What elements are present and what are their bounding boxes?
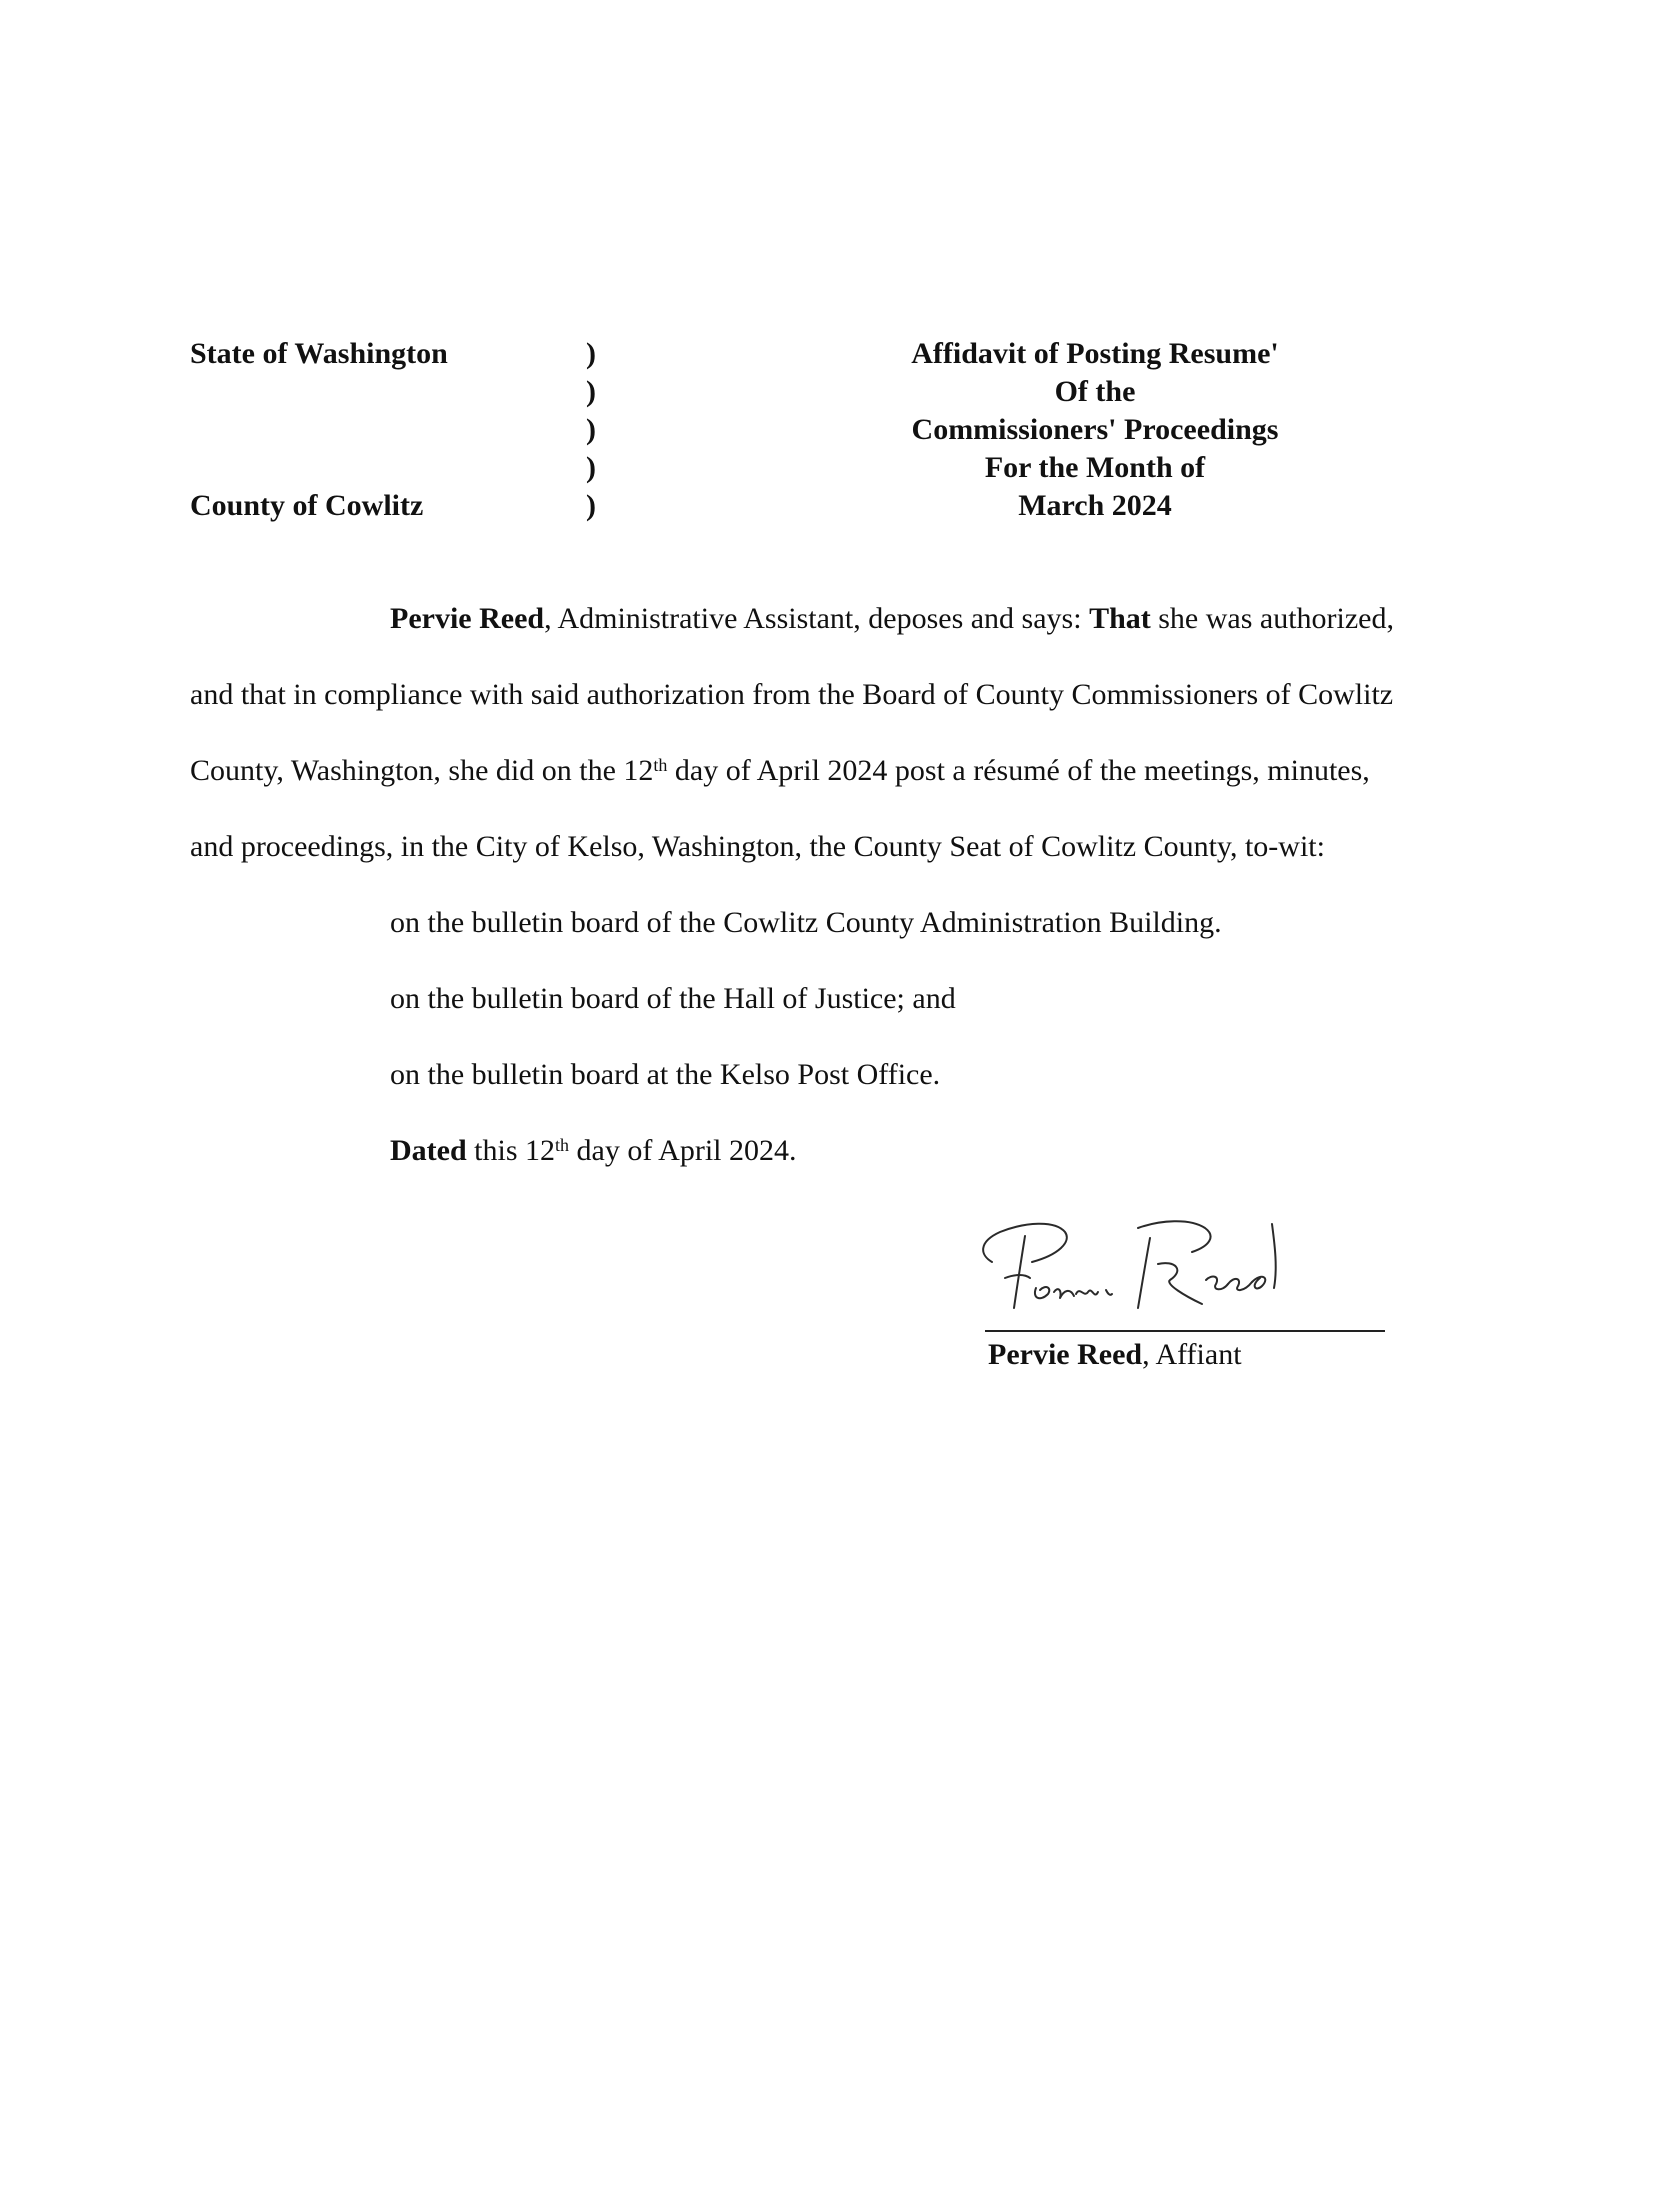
affidavit-title bbox=[830, 335, 1360, 525]
ordinal-suffix: th bbox=[653, 755, 668, 775]
dated-label: Dated bbox=[390, 1134, 467, 1167]
caption-paren: ) bbox=[586, 413, 596, 446]
affiant-name-bold: Pervie Reed bbox=[390, 602, 545, 635]
handwritten-signature bbox=[970, 1200, 1310, 1320]
ordinal-suffix: th bbox=[555, 1135, 570, 1155]
body-text-span: County, Washington, she did on the 12 bbox=[190, 754, 654, 787]
title-line: Commissioners' Proceedings bbox=[911, 413, 1279, 446]
caption-paren: ) bbox=[586, 451, 596, 484]
body-text-span: she was authorized, bbox=[1150, 602, 1395, 635]
signature-line bbox=[985, 1330, 1385, 1332]
location-item: on the bulletin board at the Kelso Post Office. bbox=[390, 1058, 941, 1091]
body-text-span: , Administrative Assistant, deposes and says: bbox=[544, 602, 1090, 635]
caption-paren: ) bbox=[586, 337, 596, 370]
location-item: on the bulletin board of the Cowlitz County Administration Building. bbox=[390, 906, 1222, 939]
caption-state: State of Washington bbox=[190, 337, 448, 370]
body-text-span: this 12 bbox=[466, 1134, 556, 1167]
affiant-label bbox=[988, 1336, 1242, 1374]
affiant-name: Pervie Reed bbox=[988, 1338, 1143, 1371]
body-line-3 bbox=[190, 752, 1490, 790]
that-bold: That bbox=[1089, 602, 1151, 635]
body-line-4: and proceedings, in the City of Kelso, Washington, the County Seat of Cowlitz County, to-wit: bbox=[190, 830, 1325, 863]
title-line: For the Month of bbox=[984, 451, 1206, 484]
body-line-2: and that in compliance with said authorization from the Board of County Commissioners of Cowlitz bbox=[190, 678, 1394, 711]
affiant-suffix: , Affiant bbox=[1142, 1338, 1242, 1371]
title-line: March 2024 bbox=[1018, 489, 1172, 522]
dated-line bbox=[390, 1132, 1679, 1170]
caption-paren: ) bbox=[586, 375, 596, 408]
title-line: Affidavit of Posting Resume' bbox=[911, 337, 1279, 370]
body-line-1 bbox=[390, 600, 1679, 638]
body-text-span: day of April 2024. bbox=[569, 1134, 797, 1167]
caption-paren: ) bbox=[586, 489, 596, 522]
location-item: on the bulletin board of the Hall of Justice; and bbox=[390, 982, 956, 1015]
body-text-span: day of April 2024 post a résumé of the meetings, minutes, bbox=[667, 754, 1370, 787]
caption-county: County of Cowlitz bbox=[190, 489, 424, 522]
title-line: Of the bbox=[1054, 375, 1136, 408]
